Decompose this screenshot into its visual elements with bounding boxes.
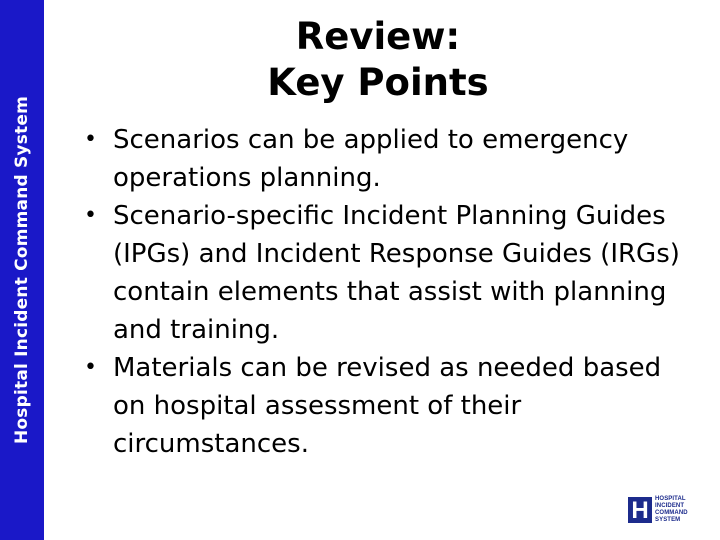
side-bar-title: Hospital Incident Command System [12,95,32,445]
bullet-text: Materials can be revised as needed based on hospital assessment of their circumstances. [113,353,662,459]
hics-logo [628,496,690,524]
hics-logo-mark-icon: H [628,497,652,523]
bullet-text: Scenario-specific Incident Planning Guides (IPGs) and Incident Response Guides (IRGs) contain elements that assist with planning and training. [113,201,680,345]
bullet-item [84,197,684,349]
title-line-2: Key Points [267,61,489,104]
bullet-text: Scenarios can be applied to emergency operations planning. [113,125,629,193]
side-bar [0,0,44,540]
bullet-item [84,121,684,197]
logo-word: HOSPITAL [655,496,686,502]
bullet-item [84,349,684,463]
bullet-dot-icon: • [84,127,97,152]
hics-logo-words [655,496,688,524]
logo-word: INCIDENT [655,503,685,509]
bullet-list [84,121,684,463]
logo-word: COMMAND [655,510,688,516]
slide-title [200,14,556,106]
bullet-dot-icon: • [84,203,97,228]
logo-word: SYSTEM [655,517,681,523]
bullet-dot-icon: • [84,355,97,380]
title-line-1: Review: [295,15,461,58]
